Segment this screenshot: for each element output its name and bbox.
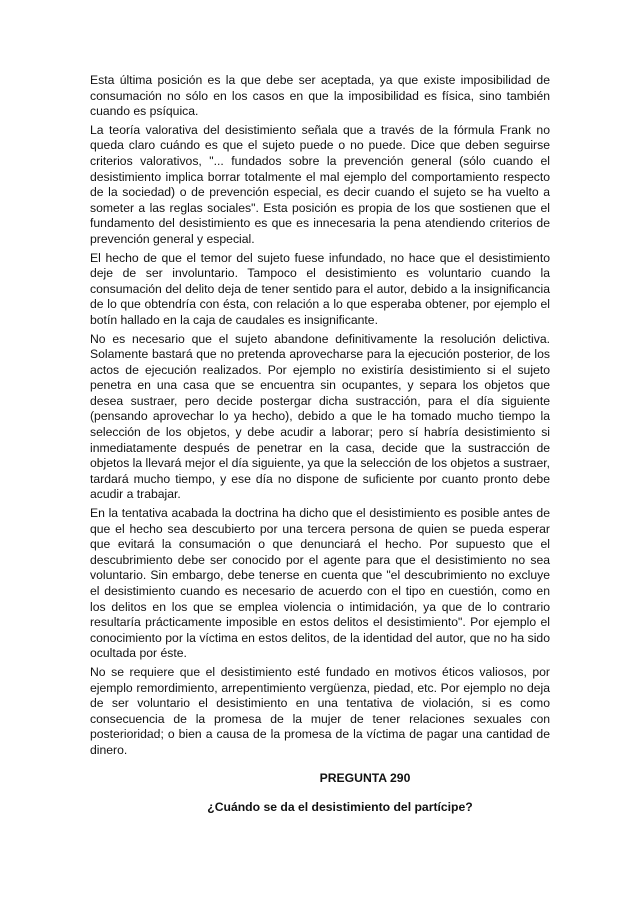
document-page xyxy=(90,73,550,816)
paragraph-abandon-resolution: No es necesario que el sujeto abandone definitivamente la resolución delictiva. Solamente bastará que no pretenda aprovecharse para la ejecución posterior, de los actos de ejecución realizados. Por ejemplo no existiría desistimiento si el sujeto penetra en una casa que se encuentra sin ocupantes, y separa los objetos que desea sustraer, pero decide postergar dicha sustracción, para el día siguiente (pensando aprovechar lo ya hecho), debido a que le ha tomado mucho tiempo la selección de los objetos, y debe acudir a laborar; pero sí habría desistimiento si inmediatamente después de penetrar en la casa, decide que la sustracción de objetos la llevará mejor el día siguiente, ya que la selección de los objetos a sustraer, tardará mucho tiempo, y ese día no dispone de suficiente por cuanto pronto debe acudir a trabajar. xyxy=(90,331,551,502)
paragraph-completed-attempt: En la tentativa acabada la doctrina ha dicho que el desistimiento es posible antes de que el hecho sea descubierto por una tercera persona de quien se pueda esperar que evitará la consumación o que denunciará el hecho. Por supuesto que el descubrimiento debe ser conocido por el agente para que el desistimiento no sea voluntario. Sin embargo, debe tenerse en cuenta que "el descubrimiento no excluye el desistimiento cuando es necesario de acuerdo con el tipo en cuestión, como en los delitos en los que se emplea violencia o intimidación, ya que de lo contrario resultaría prácticamente imposible en estos delitos el desistimiento". Por ejemplo el conocimiento por la víctima en estos delitos, de la identidad del autor, que no ha sido ocultada por éste. xyxy=(90,506,550,661)
question-number: PREGUNTA 290 xyxy=(319,770,411,785)
paragraph-ethical-motives: No se requiere que el desistimiento esté fundado en motivos éticos valiosos, por ejemplo remordimiento, arrepentimiento vergüenza, piedad, etc. Por ejemplo no deja de ser voluntario el desistimiento en una tentativa de violación, si es como consecuencia de la promesa de la mujer de tener relaciones sexuales con posterioridad; o bien a causa de la promesa de la víctima de pagar una cantidad de dinero. xyxy=(90,664,550,757)
question-title: ¿Cuándo se da el desistimiento del partícipe? xyxy=(207,800,473,815)
paragraph-impossibility: Esta última posición es la que debe ser aceptada, ya que existe imposibilidad de consumación no sólo en los casos en que la imposibilidad es física, sino también cuando es psíquica. xyxy=(90,73,550,119)
paragraph-unfounded-fear: El hecho de que el temor del sujeto fuese infundado, no hace que el desistimiento deje de ser involuntario. Tampoco el desistimiento es voluntario cuando la consumación del delito deja de tener sentido para el autor, debido a la insignificancia de lo que obtendría con ésta, con relación a lo que esperaba obtener, por ejemplo el botín hallado en la caja de caudales es insignificante. xyxy=(90,250,550,327)
paragraph-valorative-theory: La teoría valorativa del desistimiento señala que a través de la fórmula Frank no queda claro cuándo es que el sujeto puede o no puede. Dice que deben seguirse criterios valorativos, "... fundados sobre la prevención general (sólo cuando el desistimiento implica borrar totalmente el mal ejemplo del comportamiento respecto de la sociedad) o de prevención especial, es decir cuando el sujeto se ha vuelto a someter a las reglas sociales". Esta posición es propia de los que sostienen que el fundamento del desistimiento es que es innecesaria la pena atendiendo criterios de prevención general y especial. xyxy=(90,122,550,246)
